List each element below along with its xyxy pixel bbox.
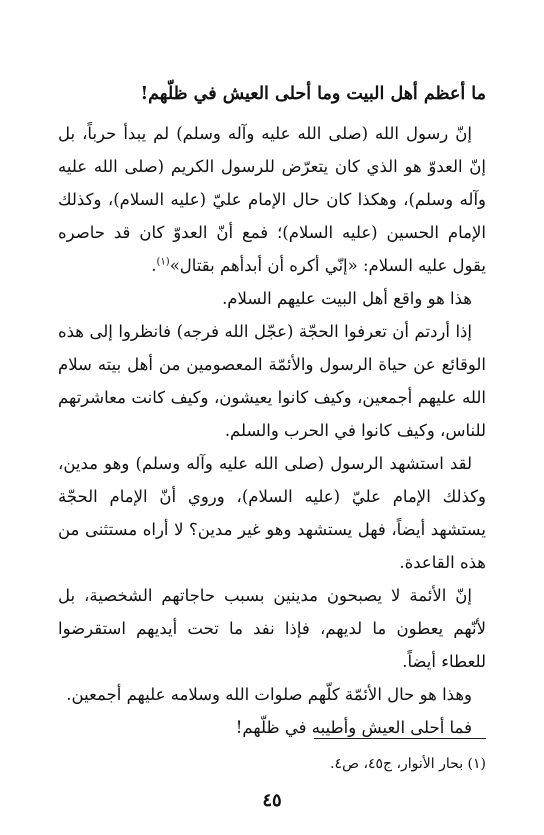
body-text xyxy=(58,78,486,744)
paragraph-3: إذا أردتم أن تعرفوا الحجّة (عجّل الله فرجه) فانظروا إلى هذه الوقائع عن حياة الرسول والأئمّة المعصومين من أهل بيته سلام الله عليهم أجمعين، وكيف كانوا يعيشون، وكيف كانت معاشرتهم للناس، وكيف كانوا في الحرب والسلم. xyxy=(58,322,486,440)
paragraph-1 xyxy=(58,117,486,282)
footnote-reference[interactable]: (١) xyxy=(156,256,170,268)
footnote-divider xyxy=(314,738,486,739)
paragraph-1-tail: . xyxy=(151,256,157,275)
paragraph-2: هذا هو واقع أهل البيت عليهم السلام. xyxy=(222,289,472,308)
paragraph-6: وهذا هو حال الأئمّة كلّهم صلوات الله وسلامه عليهم أجمعين. xyxy=(66,685,472,704)
paragraph-1-text: إنّ رسول الله (صلى الله عليه وآله وسلم) لم يبدأ حرباً، بل إنّ العدوّ هو الذي كان يتعرّض للرسول الكريم (صلى الله عليه وآله وسلم)، وهكذا كان حال الإمام عليّ (عليه السلام)، وكذلك الإمام الحسين (عليه السلام)؛ فمع أنّ العدوّ كان قد حاصره يقول عليه السلام: «إنّي أكره أن أبدأهم بقتال» xyxy=(58,124,486,275)
footnote: (١) بحار الأنوار، ج٤٥، ص٤. xyxy=(330,756,486,772)
paragraph-4: لقد استشهد الرسول (صلى الله عليه وآله وسلم) وهو مدين، وكذلك الإمام عليّ (عليه السلام)، وروي أنّ الإمام الحجّة يستشهد أيضاً، فهل يستشهد وهو غير مدين؟ لا أراه مستثنى من هذه القاعدة. xyxy=(58,454,486,572)
section-heading: ما أعظم أهل البيت وما أحلى العيش في ظلّهم! xyxy=(140,84,486,104)
paragraph-5: إنّ الأئمة لا يصبحون مدينين بسبب حاجاتهم الشخصية، بل لأنّهم يعطون ما لديهم، فإذا نفد ما تحت أيديهم استقرضوا للعطاء أيضاً. xyxy=(58,586,486,671)
page-number: ٤٥ xyxy=(262,790,282,811)
paragraph-7: فما أحلى العيش وأطيبه في ظلّهم! xyxy=(235,718,472,737)
